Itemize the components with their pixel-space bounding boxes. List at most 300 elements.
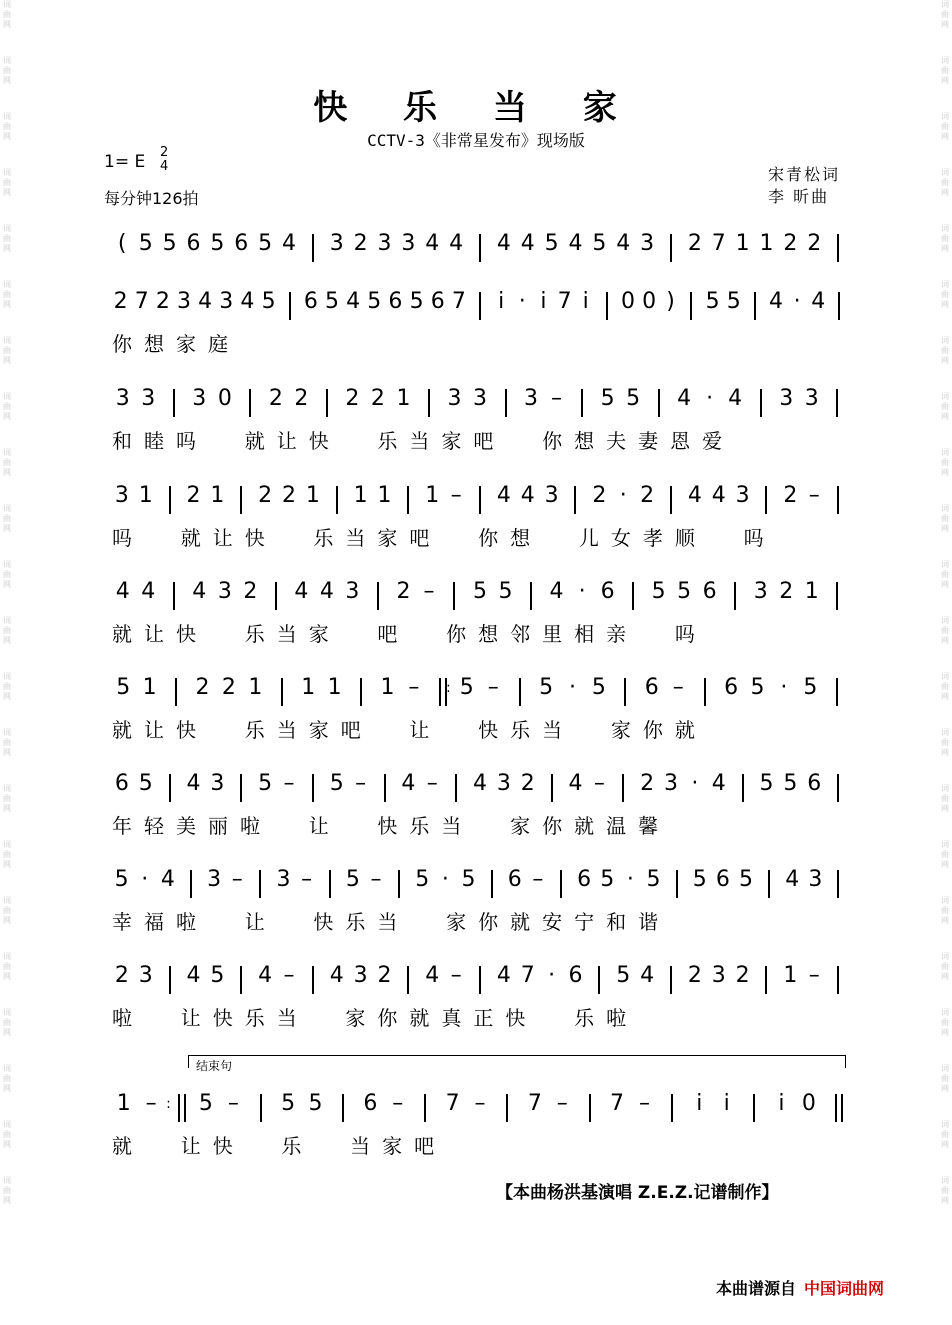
watermark-char: 词 (941, 952, 949, 961)
note: 6 (715, 867, 730, 892)
bar-line (377, 582, 379, 610)
note: i (582, 289, 589, 314)
time-signature-bottom: 4 (160, 159, 169, 174)
watermark-char: 曲 (941, 738, 949, 747)
watermark-char: 词 (941, 560, 949, 569)
note: 5 (261, 289, 276, 314)
note: 6 (114, 771, 129, 796)
note: – (532, 867, 544, 892)
watermark-char: 曲 (3, 1018, 11, 1027)
bar-line (505, 389, 507, 417)
note: 5 (162, 231, 177, 256)
watermark-char: 网 (3, 636, 11, 645)
bar-line (175, 678, 177, 706)
bar-line (275, 582, 277, 610)
bar-line (259, 870, 261, 898)
watermark-char: 网 (3, 412, 11, 421)
note: 4 (711, 771, 726, 796)
watermark-char: 词 (3, 56, 11, 65)
note: 7 (557, 289, 572, 314)
bar-line (837, 966, 839, 994)
note: 2 (687, 963, 702, 988)
note: 2 (258, 483, 273, 508)
note: 5 (759, 771, 774, 796)
watermark-char: 网 (3, 580, 11, 589)
bar-line (760, 389, 762, 417)
watermark-char: 曲 (941, 1074, 949, 1083)
note: 5 (461, 867, 476, 892)
bar-line (260, 1094, 262, 1122)
note: 1 (735, 231, 750, 256)
bar-line (173, 582, 175, 610)
watermark-char: 词 (3, 112, 11, 121)
watermark-char: 词 (941, 112, 949, 121)
note: – (283, 771, 295, 796)
note: 5 (415, 867, 430, 892)
note: 2 (282, 483, 297, 508)
repeat-sign: : (445, 680, 451, 696)
note: 3 (329, 231, 344, 256)
watermark-char: 网 (941, 20, 949, 29)
note: – (283, 963, 295, 988)
note: – (423, 579, 435, 604)
bar-line (336, 486, 338, 514)
watermark-char: 曲 (941, 122, 949, 131)
bar-line (837, 486, 839, 514)
note: – (370, 867, 382, 892)
note: 5 (138, 231, 153, 256)
bar-line (530, 582, 532, 610)
note: 3 (401, 231, 416, 256)
note: 4 (258, 963, 273, 988)
note: 2 (155, 289, 170, 314)
watermark-char: 网 (3, 244, 11, 253)
note: 2 (186, 483, 201, 508)
note: 3 (219, 289, 234, 314)
note: 3 (473, 386, 487, 411)
note: 3 (115, 386, 130, 411)
watermark-char: 词 (941, 1064, 949, 1073)
note: 2 (779, 579, 794, 604)
bar-line (398, 870, 400, 898)
bar-line (670, 486, 672, 514)
watermark-char: 网 (941, 692, 949, 701)
note: 5 (409, 289, 424, 314)
note: 4 (711, 483, 726, 508)
bar-line (479, 234, 481, 262)
watermark-char: 曲 (3, 794, 11, 803)
lyric-text: 和睦吗 就让快 乐当家吧 你想夫妻恩爱 (112, 429, 735, 453)
note: 5 (738, 867, 753, 892)
watermark-char: 网 (3, 1084, 11, 1093)
note: i (778, 1091, 785, 1116)
note: 2 (783, 231, 798, 256)
watermark-char: 网 (941, 748, 949, 757)
watermark-char: 网 (941, 636, 949, 645)
bar-line (240, 966, 242, 994)
note: 5 (329, 771, 344, 796)
watermark-char: 曲 (941, 346, 949, 355)
lyric-text: 幸福啦 让 快乐当 家你就安宁和谐 (112, 910, 671, 934)
note: – (301, 867, 313, 892)
note: 1 (396, 386, 411, 411)
coda-bracket (188, 1055, 846, 1068)
note: 4 (192, 579, 207, 604)
bar-line (428, 389, 430, 417)
watermark-char: 词 (3, 224, 11, 233)
watermark-char: 曲 (3, 1186, 11, 1195)
watermark-char: 曲 (3, 122, 11, 131)
lyric-line (0, 714, 952, 744)
note: i (540, 289, 547, 314)
watermark-char: 曲 (3, 402, 11, 411)
note: 5 (592, 231, 607, 256)
note: 5 (616, 963, 631, 988)
note: 2 (221, 675, 236, 700)
lyricist: 宋青松词 (768, 165, 841, 184)
watermark-char: 网 (3, 692, 11, 701)
note: 6 (807, 771, 822, 796)
note: · (780, 675, 788, 700)
note: 1 (759, 231, 774, 256)
note: 2 (592, 483, 607, 508)
bar-line (574, 486, 576, 514)
note: 7 (610, 1091, 625, 1116)
note: · (548, 963, 556, 988)
note: · (793, 289, 801, 314)
lyric-line (0, 522, 952, 552)
watermark-char: 网 (941, 300, 949, 309)
watermark-char: 网 (941, 804, 949, 813)
note: 3 (276, 867, 291, 892)
source-brand: 中国词曲网 (804, 1279, 885, 1298)
watermark-char: 网 (3, 972, 11, 981)
bar-line (837, 234, 839, 262)
note: 6 (600, 579, 615, 604)
note: 2 (345, 386, 360, 411)
note: 2 (353, 231, 368, 256)
bar-line (329, 870, 331, 898)
note: 1 (425, 483, 440, 508)
note: 4 (496, 483, 511, 508)
watermark-char: 网 (941, 244, 949, 253)
note: 4 (568, 771, 583, 796)
note: 1 (380, 675, 395, 700)
watermark-char: 曲 (941, 1186, 949, 1195)
bar-line (312, 966, 314, 994)
note: 5 (198, 1091, 213, 1116)
watermark-char: 网 (941, 1196, 949, 1205)
watermark-char: 网 (3, 916, 11, 925)
note: 7 (134, 289, 149, 314)
source-credit (716, 1276, 884, 1299)
note: – (426, 771, 438, 796)
note: · (518, 289, 526, 314)
note: 1 (138, 483, 153, 508)
note: 7 (527, 1091, 542, 1116)
watermark-char: 网 (941, 580, 949, 589)
note: 5 (210, 963, 225, 988)
bar-line (632, 582, 634, 610)
note: · (578, 579, 586, 604)
bar-line (598, 966, 600, 994)
bar-line (455, 774, 457, 802)
bar-line (551, 774, 553, 802)
note: 4 (198, 289, 213, 314)
note: 3 (804, 386, 819, 411)
watermark-char: 网 (941, 1140, 949, 1149)
note: 3 (735, 483, 750, 508)
lyric-text: 就让快 乐当家 吧 你想邻里相亲 吗 (112, 622, 707, 646)
bar-line (838, 292, 840, 320)
note: 4 (425, 231, 440, 256)
note: 7 (711, 231, 726, 256)
watermark-char: 曲 (3, 66, 11, 75)
note: 0 (801, 1091, 816, 1116)
watermark-char: 词 (3, 168, 11, 177)
note: 5 (646, 867, 661, 892)
note: 3 (207, 867, 222, 892)
note: 5 (258, 231, 273, 256)
watermark-char: 曲 (3, 570, 11, 579)
watermark-char: 曲 (941, 234, 949, 243)
watermark-char: 网 (941, 76, 949, 85)
note: – (450, 963, 462, 988)
bar-line (424, 1094, 426, 1122)
note: 2 (294, 386, 309, 411)
note: 6 (724, 675, 739, 700)
lyric-line (0, 906, 952, 936)
note: 2 (370, 386, 385, 411)
watermark-char: 词 (941, 224, 949, 233)
watermark-char: 词 (3, 1120, 11, 1129)
watermark-char: 词 (941, 336, 949, 345)
note: · (706, 386, 714, 411)
note: 3 (114, 483, 129, 508)
bar-line (742, 774, 744, 802)
watermark-char: 曲 (3, 290, 11, 299)
watermark-char: 曲 (941, 402, 949, 411)
bar-line (190, 870, 192, 898)
watermark-char: 曲 (3, 626, 11, 635)
bar-line (754, 292, 756, 320)
staff-line (0, 230, 952, 280)
bar-line (837, 774, 839, 802)
note: 5 (626, 386, 641, 411)
note: 2 (113, 289, 128, 314)
note: 1 (353, 483, 368, 508)
watermark-char: 词 (3, 392, 11, 401)
bar-line (670, 234, 672, 262)
note: 5 (651, 579, 666, 604)
watermark-char: 词 (941, 672, 949, 681)
note: 0 (217, 386, 232, 411)
note: 5 (116, 675, 131, 700)
watermark-char: 网 (3, 20, 11, 29)
bar-line (560, 870, 562, 898)
note: 2 (640, 483, 655, 508)
note: 4 (186, 771, 201, 796)
watermark-char: 曲 (941, 626, 949, 635)
note: 7 (451, 289, 466, 314)
watermark-char: 词 (3, 448, 11, 457)
watermark-char: 网 (3, 860, 11, 869)
parenthesis: ) (666, 289, 675, 314)
credits (768, 164, 840, 208)
note: – (392, 1091, 404, 1116)
note: 3 (663, 771, 678, 796)
watermark-char: 网 (941, 1084, 949, 1093)
note: 5 (600, 386, 615, 411)
bar-line (240, 774, 242, 802)
note: 4 (141, 579, 156, 604)
note: i (696, 1091, 703, 1116)
watermark-char: 网 (941, 972, 949, 981)
lyric-line (0, 810, 952, 840)
note: 3 (345, 579, 360, 604)
bar-line (835, 1094, 843, 1122)
note: 3 (177, 289, 191, 314)
note: 2 (243, 579, 258, 604)
note: 6 (507, 867, 522, 892)
bar-line (624, 678, 626, 706)
note: 0 (642, 289, 657, 314)
note: 4 (496, 963, 511, 988)
bar-line (676, 870, 678, 898)
note: 5 (726, 289, 741, 314)
watermark-char: 网 (3, 356, 11, 365)
watermark-char: 网 (3, 300, 11, 309)
lyric-line (0, 328, 952, 358)
watermark-char: 词 (3, 336, 11, 345)
bar-line (491, 870, 493, 898)
note: – (355, 771, 367, 796)
watermark-char: 曲 (3, 1074, 11, 1083)
bar-line (622, 774, 624, 802)
note: 4 (294, 579, 309, 604)
repeat-sign: : (166, 1096, 171, 1112)
watermark-char: 词 (3, 896, 11, 905)
bar-line (836, 389, 838, 417)
watermark-char: 曲 (941, 962, 949, 971)
note: 3 (217, 579, 232, 604)
bar-line (581, 389, 583, 417)
note: 6 (644, 675, 659, 700)
note: – (672, 675, 684, 700)
watermark-char: 网 (3, 1196, 11, 1205)
note: – (450, 483, 462, 508)
note: 1 (210, 483, 225, 508)
watermark-char: 词 (3, 840, 11, 849)
note: 5 (473, 579, 487, 604)
key-signature: 1= E (104, 152, 146, 172)
bar-line (240, 486, 242, 514)
bar-line (704, 678, 706, 706)
note: 4 (811, 289, 826, 314)
bar-line (836, 678, 838, 706)
lyric-text: 年轻美丽啦 让 快乐当 家你就温馨 (112, 814, 671, 838)
bar-line (479, 486, 481, 514)
watermark-char: 曲 (3, 738, 11, 747)
note: 5 (258, 771, 273, 796)
watermark-char: 曲 (941, 178, 949, 187)
note: 2 (687, 231, 702, 256)
note: · (441, 867, 449, 892)
note: 4 (728, 386, 743, 411)
note: – (593, 771, 605, 796)
bar-line (289, 292, 291, 320)
lyric-line (0, 1130, 952, 1160)
note: 2 (520, 771, 535, 796)
watermark-char: 曲 (3, 346, 11, 355)
watermark-char: 曲 (941, 570, 949, 579)
note: 3 (753, 579, 768, 604)
note: – (808, 483, 820, 508)
note: 5 (591, 675, 606, 700)
note: i (498, 289, 505, 314)
watermark-char: 词 (3, 1008, 11, 1017)
bar-line (326, 389, 328, 417)
bar-line (342, 1094, 344, 1122)
bar-line (753, 1094, 755, 1122)
bar-line (690, 292, 692, 320)
watermark-char: 词 (941, 0, 949, 9)
bar-line (836, 582, 838, 610)
bar-line (173, 389, 175, 417)
note: 4 (549, 579, 564, 604)
watermark-char: 词 (941, 1008, 949, 1017)
lyric-line (0, 1002, 952, 1032)
note: 6 (186, 231, 201, 256)
bar-line (765, 486, 767, 514)
note: – (638, 1091, 650, 1116)
bar-line (407, 486, 409, 514)
bar-line (178, 1094, 186, 1122)
note: 4 (687, 483, 702, 508)
time-signature (160, 146, 168, 174)
watermark-char: 网 (3, 804, 11, 813)
note: 2 (735, 963, 750, 988)
bar-line (768, 870, 770, 898)
note: 1 (377, 483, 392, 508)
watermark-char: 网 (3, 76, 11, 85)
bar-line (589, 1094, 591, 1122)
note: 4 (160, 867, 175, 892)
note: 6 (430, 289, 445, 314)
note: – (231, 867, 243, 892)
lyric-text: 吗 就让快 乐当家吧 你想 儿女孝顺 吗 (112, 526, 776, 550)
note: 5 (498, 579, 513, 604)
watermark-char: 网 (3, 748, 11, 757)
note: 4 (496, 231, 511, 256)
note: 4 (319, 579, 334, 604)
lyric-line (0, 618, 952, 648)
note: 3 (141, 386, 156, 411)
note: – (408, 675, 420, 700)
note: 5 (459, 675, 474, 700)
watermark-char: 网 (941, 132, 949, 141)
note: 4 (677, 386, 692, 411)
watermark-char: 词 (941, 840, 949, 849)
note: · (691, 771, 699, 796)
watermark-char: 词 (3, 672, 11, 681)
note: 1 (783, 963, 798, 988)
note: 6 (234, 231, 249, 256)
note: 3 (711, 963, 726, 988)
note: 6 (303, 289, 318, 314)
watermark-char: 词 (941, 784, 949, 793)
note: 1 (142, 675, 157, 700)
